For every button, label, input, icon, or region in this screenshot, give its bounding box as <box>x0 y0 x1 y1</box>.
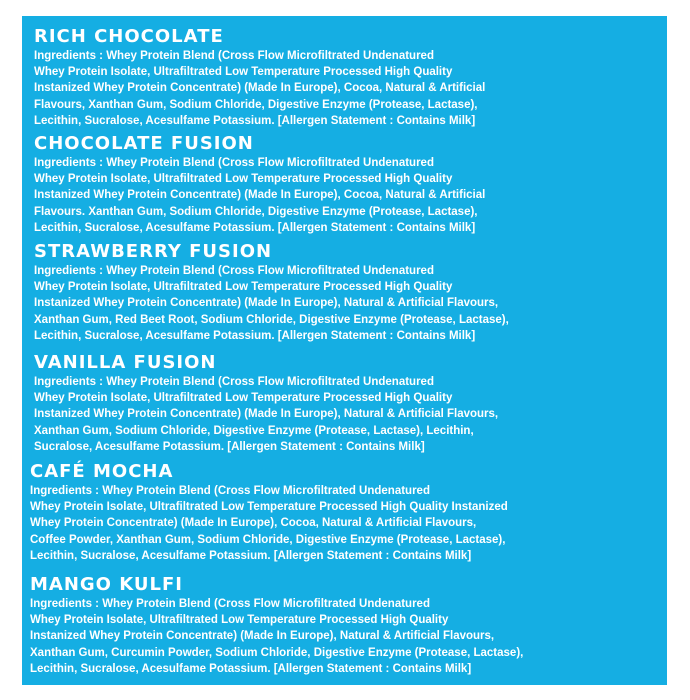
flavor-vanilla-fusion <box>34 352 660 455</box>
flavor-ingredients: Ingredients : Whey Protein Blend (Cross Flow Microfiltrated Undenatured Whey Protein Isolate, Ultrafiltrated Low Temperature Processed High Quality Instanized Whey Protein Concentrate) (Made In Europe), Cocoa, Natural & Artificial Flavours. Xanthan Gum, Sodium Chloride, Digestive Enzyme (Protease, Lactase), Lecithin, Sucralose, Acesulfame Potassium. [Allergen Statement : Contains Milk] <box>34 157 486 234</box>
flavor-mango-kulfi <box>30 574 656 677</box>
flavor-title: RICH CHOCOLATE <box>34 26 224 47</box>
flavor-title: MANGO KULFI <box>30 574 183 595</box>
flavor-ingredients: Ingredients : Whey Protein Blend (Cross Flow Microfiltrated Undenatured Whey Protein Isolate, Ultrafiltrated Low Temperature Processed High Quality Instanized Whey Protein Concentrate) (Made In Europe), Natural & Artificial Flavours, Xanthan Gum, Sodium Chloride, Digestive Enzyme (Protease, Lactase), Lecithin, Sucralose, Acesulfame Potassium. [Allergen Statement : Contains Milk] <box>34 376 499 453</box>
flavor-ingredients: Ingredients : Whey Protein Blend (Cross Flow Microfiltrated Undenatured Whey Protein Isolate, Ultrafiltrated Low Temperature Processed High Quality Instanized Whey Protein Concentrate) (Made In Europe), Cocoa, Natural & Artificial Flavours, Coffee Powder, Xanthan Gum, Sodium Chloride, Digestive Enzyme (Protease, Lactase), Lecithin, Sucralose, Acesulfame Potassium. [Allergen Statement : Contains Milk] <box>30 485 508 562</box>
flavor-ingredients: Ingredients : Whey Protein Blend (Cross Flow Microfiltrated Undenatured Whey Protein Isolate, Ultrafiltrated Low Temperature Processed High Quality Instanized Whey Protein Concentrate) (Made In Europe), Natural & Artificial Flavours, Xanthan Gum, Curcumin Powder, Sodium Chloride, Digestive Enzyme (Protease, Lactase), Lecithin, Sucralose, Acesulfame Potassium. [Allergen Statement : Contains Milk] <box>30 598 524 675</box>
flavor-ingredients: Ingredients : Whey Protein Blend (Cross Flow Microfiltrated Undenatured Whey Protein Isolate, Ultrafiltrated Low Temperature Processed High Quality Instanized Whey Protein Concentrate) (Made In Europe), Cocoa, Natural & Artificial Flavours, Xanthan Gum, Sodium Chloride, Digestive Enzyme (Protease, Lactase), Lecithin, Sucralose, Acesulfame Potassium. [Allergen Statement : Contains Milk] <box>34 50 486 127</box>
flavor-title: CAFÉ MOCHA <box>30 461 174 482</box>
flavor-ingredients: Ingredients : Whey Protein Blend (Cross Flow Microfiltrated Undenatured Whey Protein Isolate, Ultrafiltrated Low Temperature Processed High Quality Instanized Whey Protein Concentrate) (Made In Europe), Natural & Artificial Flavours, Xanthan Gum, Red Beet Root, Sodium Chloride, Digestive Enzyme (Protease, Lactase), Lecithin, Sucralose, Acesulfame Potassium. [Allergen Statement : Contains Milk] <box>34 265 509 342</box>
flavor-cafe-mocha <box>30 461 656 564</box>
flavor-title: CHOCOLATE FUSION <box>34 133 254 154</box>
flavor-strawberry-fusion <box>34 241 660 344</box>
ingredients-panel <box>22 16 667 685</box>
flavor-rich-chocolate <box>34 26 660 129</box>
flavor-chocolate-fusion <box>34 133 660 236</box>
flavor-title: STRAWBERRY FUSION <box>34 241 273 262</box>
flavor-title: VANILLA FUSION <box>34 352 217 373</box>
